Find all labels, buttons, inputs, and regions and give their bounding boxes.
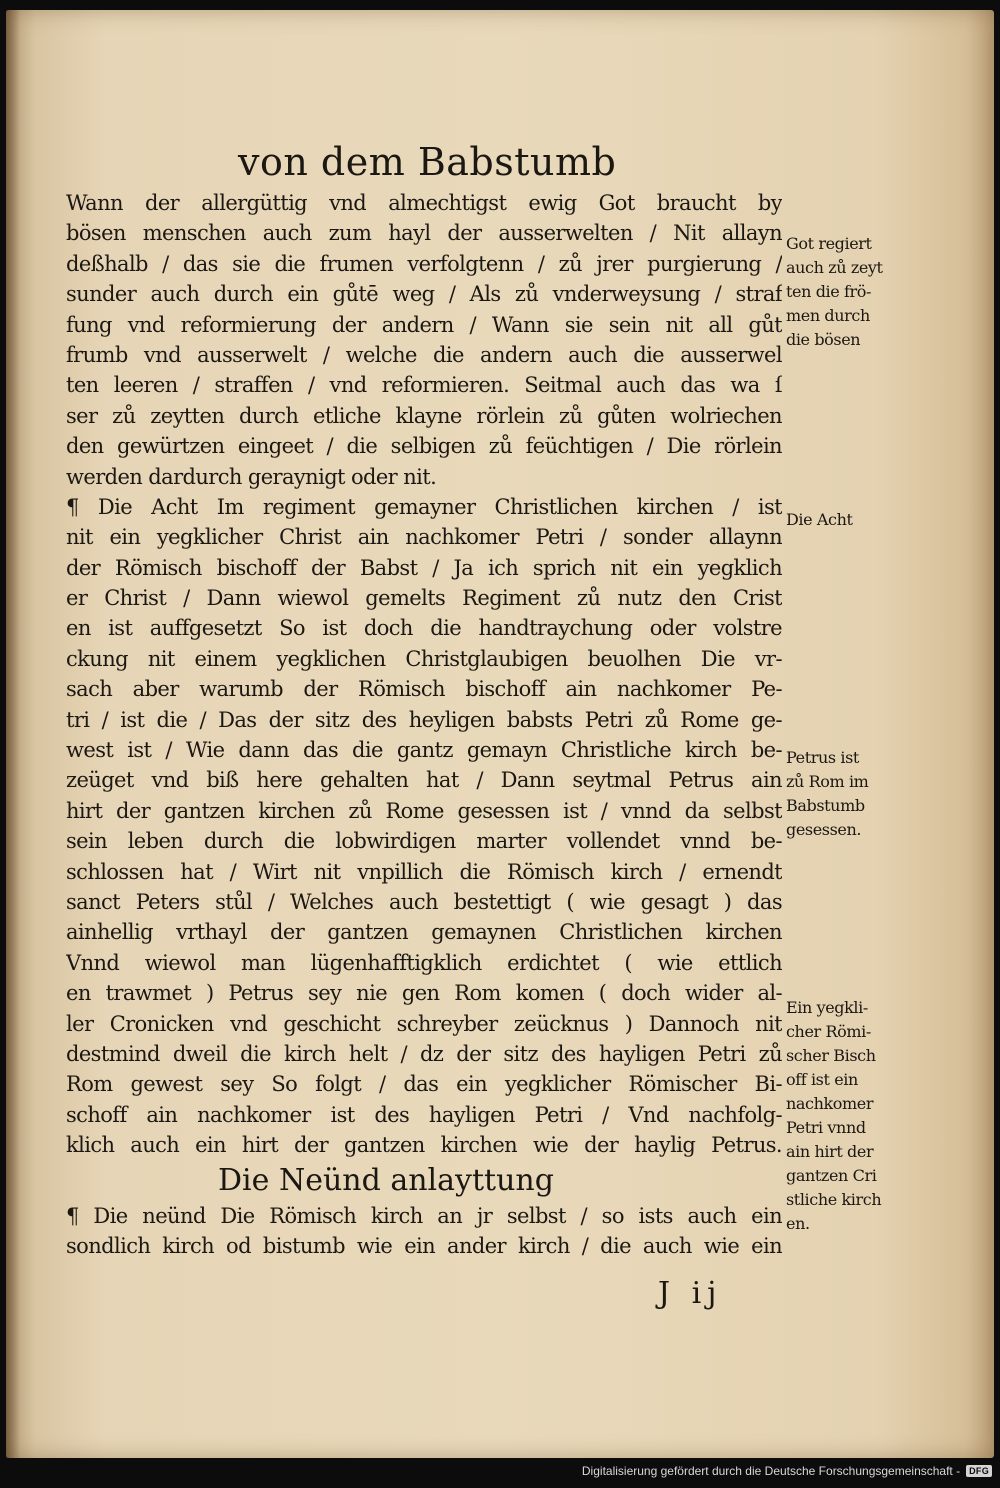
text-line: Vnnd wiewol man lügenhafftigklich erdichtet ( wie ettlich	[66, 950, 782, 975]
marginal-line: gesessen.	[786, 820, 862, 839]
marginal-line: off ist ein	[786, 1070, 858, 1089]
marginal-note	[786, 746, 916, 842]
text-line: sunder auch durch ein gůtē weg / Als zů vnderweysung / straf	[66, 282, 782, 307]
text-line: schoff ain nachkomer ist des hayligen Petri / Vnd nachfolg-	[66, 1102, 782, 1127]
text-line: west ist / Wie dann das die gantz gemayn Christliche kirch be-	[66, 738, 782, 763]
text-line: ainhellig vrthayl der gantzen gemaynen Christlichen kirchen	[66, 920, 782, 945]
text-line: er Christ / Dann wiewol gemelts Regiment zů nutz den Crist	[66, 586, 782, 611]
marginal-note	[786, 508, 916, 532]
text-line: klich auch ein hirt der gantzen kirchen wie der haylig Petrus.	[66, 1133, 782, 1158]
text-line: ¶ Die neünd Die Römisch kirch an jr selbst / so ists auch ein	[66, 1203, 782, 1228]
marginal-line: Got regiert	[786, 234, 872, 253]
dfg-logo-icon: DFG	[966, 1465, 992, 1477]
text-line: ten leeren / straffen / vnd reformieren. Seitmal auch das wa ſ	[66, 373, 782, 398]
marginal-line: gantzen Cri	[786, 1166, 877, 1185]
marginal-line: stliche kirch	[786, 1190, 882, 1209]
text-line: hirt der gantzen kirchen zů Rome gesessen ist / vnnd da selbst	[66, 798, 782, 823]
text-line: sondlich kirch od bistumb wie ein ander kirch / die auch wie ein	[66, 1233, 782, 1258]
marginal-line: nachkomer	[786, 1094, 874, 1113]
text-line: ¶ Die Acht Im regiment gemayner Christlichen kirchen / ist	[66, 494, 782, 519]
marginal-line: zů Rom im	[786, 772, 869, 791]
text-line: sanct Peters stůl / Welches auch bestettigt ( wie gesagt ) das	[66, 889, 782, 914]
marginal-line: men durch	[786, 306, 870, 325]
text-line: tri / ist die / Das der sitz des heyligen babsts Petri zů Rome ge-	[66, 707, 782, 732]
marginal-line: Die Acht	[786, 510, 853, 529]
text-line: der Römisch bischoff der Babst / Ja ich sprich nit ein yegklich	[66, 555, 782, 580]
marginal-line: auch zů zeyt	[786, 258, 883, 277]
text-line: en trawmet ) Petrus sey nie gen Rom komen ( doch wider al-	[66, 981, 782, 1006]
credit-text: Digitalisierung gefördert durch die Deutsche Forschungsgemeinschaft -	[581, 1464, 961, 1478]
marginal-line: die bösen	[786, 330, 861, 349]
marginal-line: en.	[786, 1214, 810, 1233]
text-line: ler Cronicken vnd geschicht schreyber zeücknus ) Dannoch nit	[66, 1011, 782, 1036]
text-line: destmind dweil die kirch helt / dz der sitz des hayligen Petri zů	[66, 1041, 782, 1066]
text-line: Rom gewest sey So folgt / das ein yegklicher Römischer Bi-	[66, 1072, 782, 1097]
marginal-note	[786, 996, 916, 1236]
text-line: ser zů zeytten durch etliche klayne rörlein zů gůten wolriechen	[66, 403, 782, 428]
text-line: sein leben durch die lobwirdigen marter vollendet vnnd be-	[66, 829, 782, 854]
body-text	[66, 188, 782, 1261]
marginal-line: ain hirt der	[786, 1142, 874, 1161]
text-line: werden dardurch geraynigt oder nit.	[66, 464, 437, 489]
marginal-note	[786, 232, 916, 352]
marginal-line: Petri vnnd	[786, 1118, 866, 1137]
running-head: von dem Babstumb	[238, 140, 617, 184]
text-line: den gewürtzen eingeet / die selbigen zů feüchtigen / Die rörlein	[66, 434, 782, 459]
marginal-line: Ein yegkli-	[786, 998, 868, 1017]
marginal-line: ten die frö-	[786, 282, 872, 301]
text-line: Wann der allergüttig vnd almechtigst ewig Got braucht by	[66, 191, 782, 215]
section-heading: Die Neünd anlayttung	[218, 1162, 554, 1198]
text-line: ckung nit einem yegklichen Christglaubigen beuolhen Die vr-	[66, 646, 782, 671]
marginal-line: Petrus ist	[786, 748, 859, 767]
text-line: en ist auffgesetzt So ist doch die handtraychung oder volstre	[66, 616, 782, 641]
text-line: bösen menschen auch zum hayl der ausserwelten / Nit allayn	[66, 221, 782, 246]
text-line: deßhalb / das sie die frumen verfolgtenn / zů jrer purgierung /	[66, 251, 782, 276]
marginal-line: scher Bisch	[786, 1046, 876, 1065]
marginal-line: cher Römi-	[786, 1022, 871, 1041]
text-line: schlossen hat / Wirt nit vnpillich die Römisch kirch / ernendt	[66, 859, 782, 884]
signature-mark: J ij	[658, 1276, 723, 1311]
marginal-line: Babstumb	[786, 796, 865, 815]
text-line: nit ein yegklicher Christ ain nachkomer Petri / sonder allaynn	[66, 525, 782, 550]
text-line: fung vnd reformierung der andern / Wann sie sein nit all gůt	[66, 312, 782, 337]
book-page	[6, 10, 994, 1458]
text-line: zeüget vnd biß here gehalten hat / Dann seytmal Petrus ain	[66, 768, 782, 793]
text-line: frumb vnd ausserwelt / welche die andern auch die ausserwel	[66, 342, 782, 367]
text-line: sach aber warumb der Römisch bischoff ain nachkomer Pe-	[66, 677, 782, 702]
funding-credit	[582, 1464, 992, 1478]
